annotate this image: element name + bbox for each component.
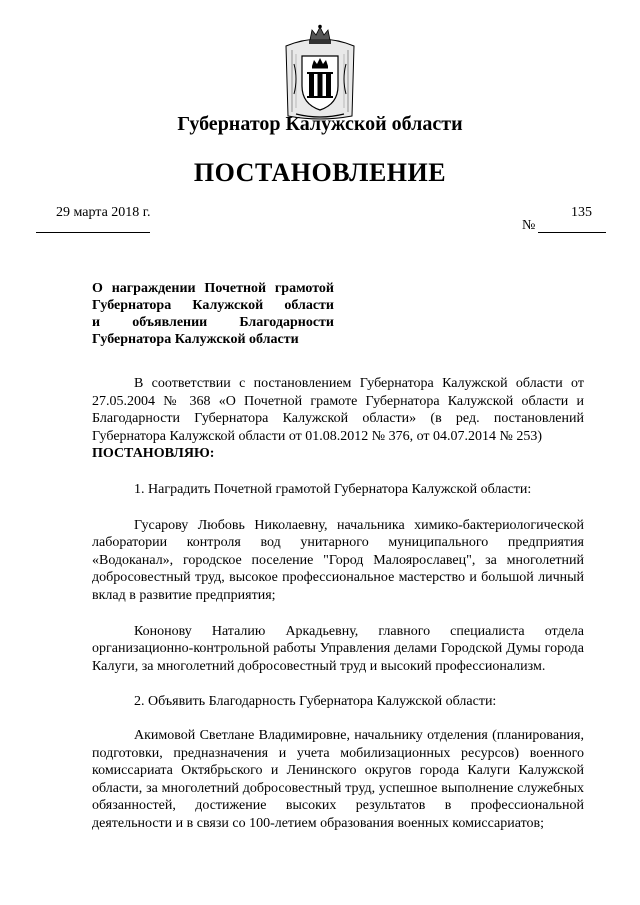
document-number: 135	[571, 205, 592, 220]
thanks-paragraph-1: Акимовой Светлане Владимировне, начальнику отделения (планирования, подготовки, предназначения и учета мобилизационных ресурсов) военного комиссариата Октябрьского и Ленинского округов города Калуги Калужской области, за многолетний добросовестный труд, успешное выполнение служебных обязанностей, достижение высоких результатов в профессиональной деятельности и в связи со 100-летием образования военных комиссариатов;	[92, 727, 584, 831]
subject-line: О награждении Почетной грамотой	[92, 281, 334, 296]
date-underline	[36, 232, 150, 233]
preamble-paragraph: В соответствии с постановлением Губернатора Калужской области от 27.05.2004 № 368 «О Почетной грамоте Губернатора Калужской области и Благодарности Губернатора Калужской области» (в ред. постановлений Губернатора Калужской области от 01.08.2012 № 376, от 04.07.2014 № 253)	[92, 376, 584, 444]
item-2-heading: 2. Объявить Благодарность Губернатора Калужской области:	[134, 694, 497, 710]
subject-line: Губернатора Калужской области	[92, 332, 299, 347]
subject-line: Губернатора Калужской области	[92, 298, 334, 313]
subject-line: и объявлении Благодарности	[92, 315, 334, 330]
item-1-heading: 1. Наградить Почетной грамотой Губернатора Калужской области:	[134, 481, 532, 497]
coat-of-arms-icon	[282, 24, 358, 124]
number-underline	[538, 232, 606, 233]
document-date: 29 марта 2018 г.	[56, 205, 151, 220]
document-subject	[92, 280, 334, 348]
document-body	[92, 375, 584, 832]
number-sign: №	[522, 218, 536, 233]
issuing-authority: Губернатор Калужской области	[177, 113, 463, 135]
award-paragraph-1: Гусарову Любовь Николаевну, начальника химико-бактериологической лаборатории контроля вод унитарного муниципального предприятия «Водоканал», городское поселение "Город Малоярославец", за многолетний добросовестный труд, высокое профессиональное мастерство и большой личный вклад в развитие предприятия;	[92, 517, 584, 603]
award-paragraph-2: Кононову Наталию Аркадьевну, главного специалиста отдела организационно-контрольной работы Управления делами Городской Думы города Калуги, за многолетний добросовестный труд и высокий профессионализм.	[92, 623, 584, 674]
document-type-title: ПОСТАНОВЛЕНИЕ	[193, 158, 447, 187]
resolve-keyword: ПОСТАНОВЛЯЮ:	[92, 446, 215, 462]
